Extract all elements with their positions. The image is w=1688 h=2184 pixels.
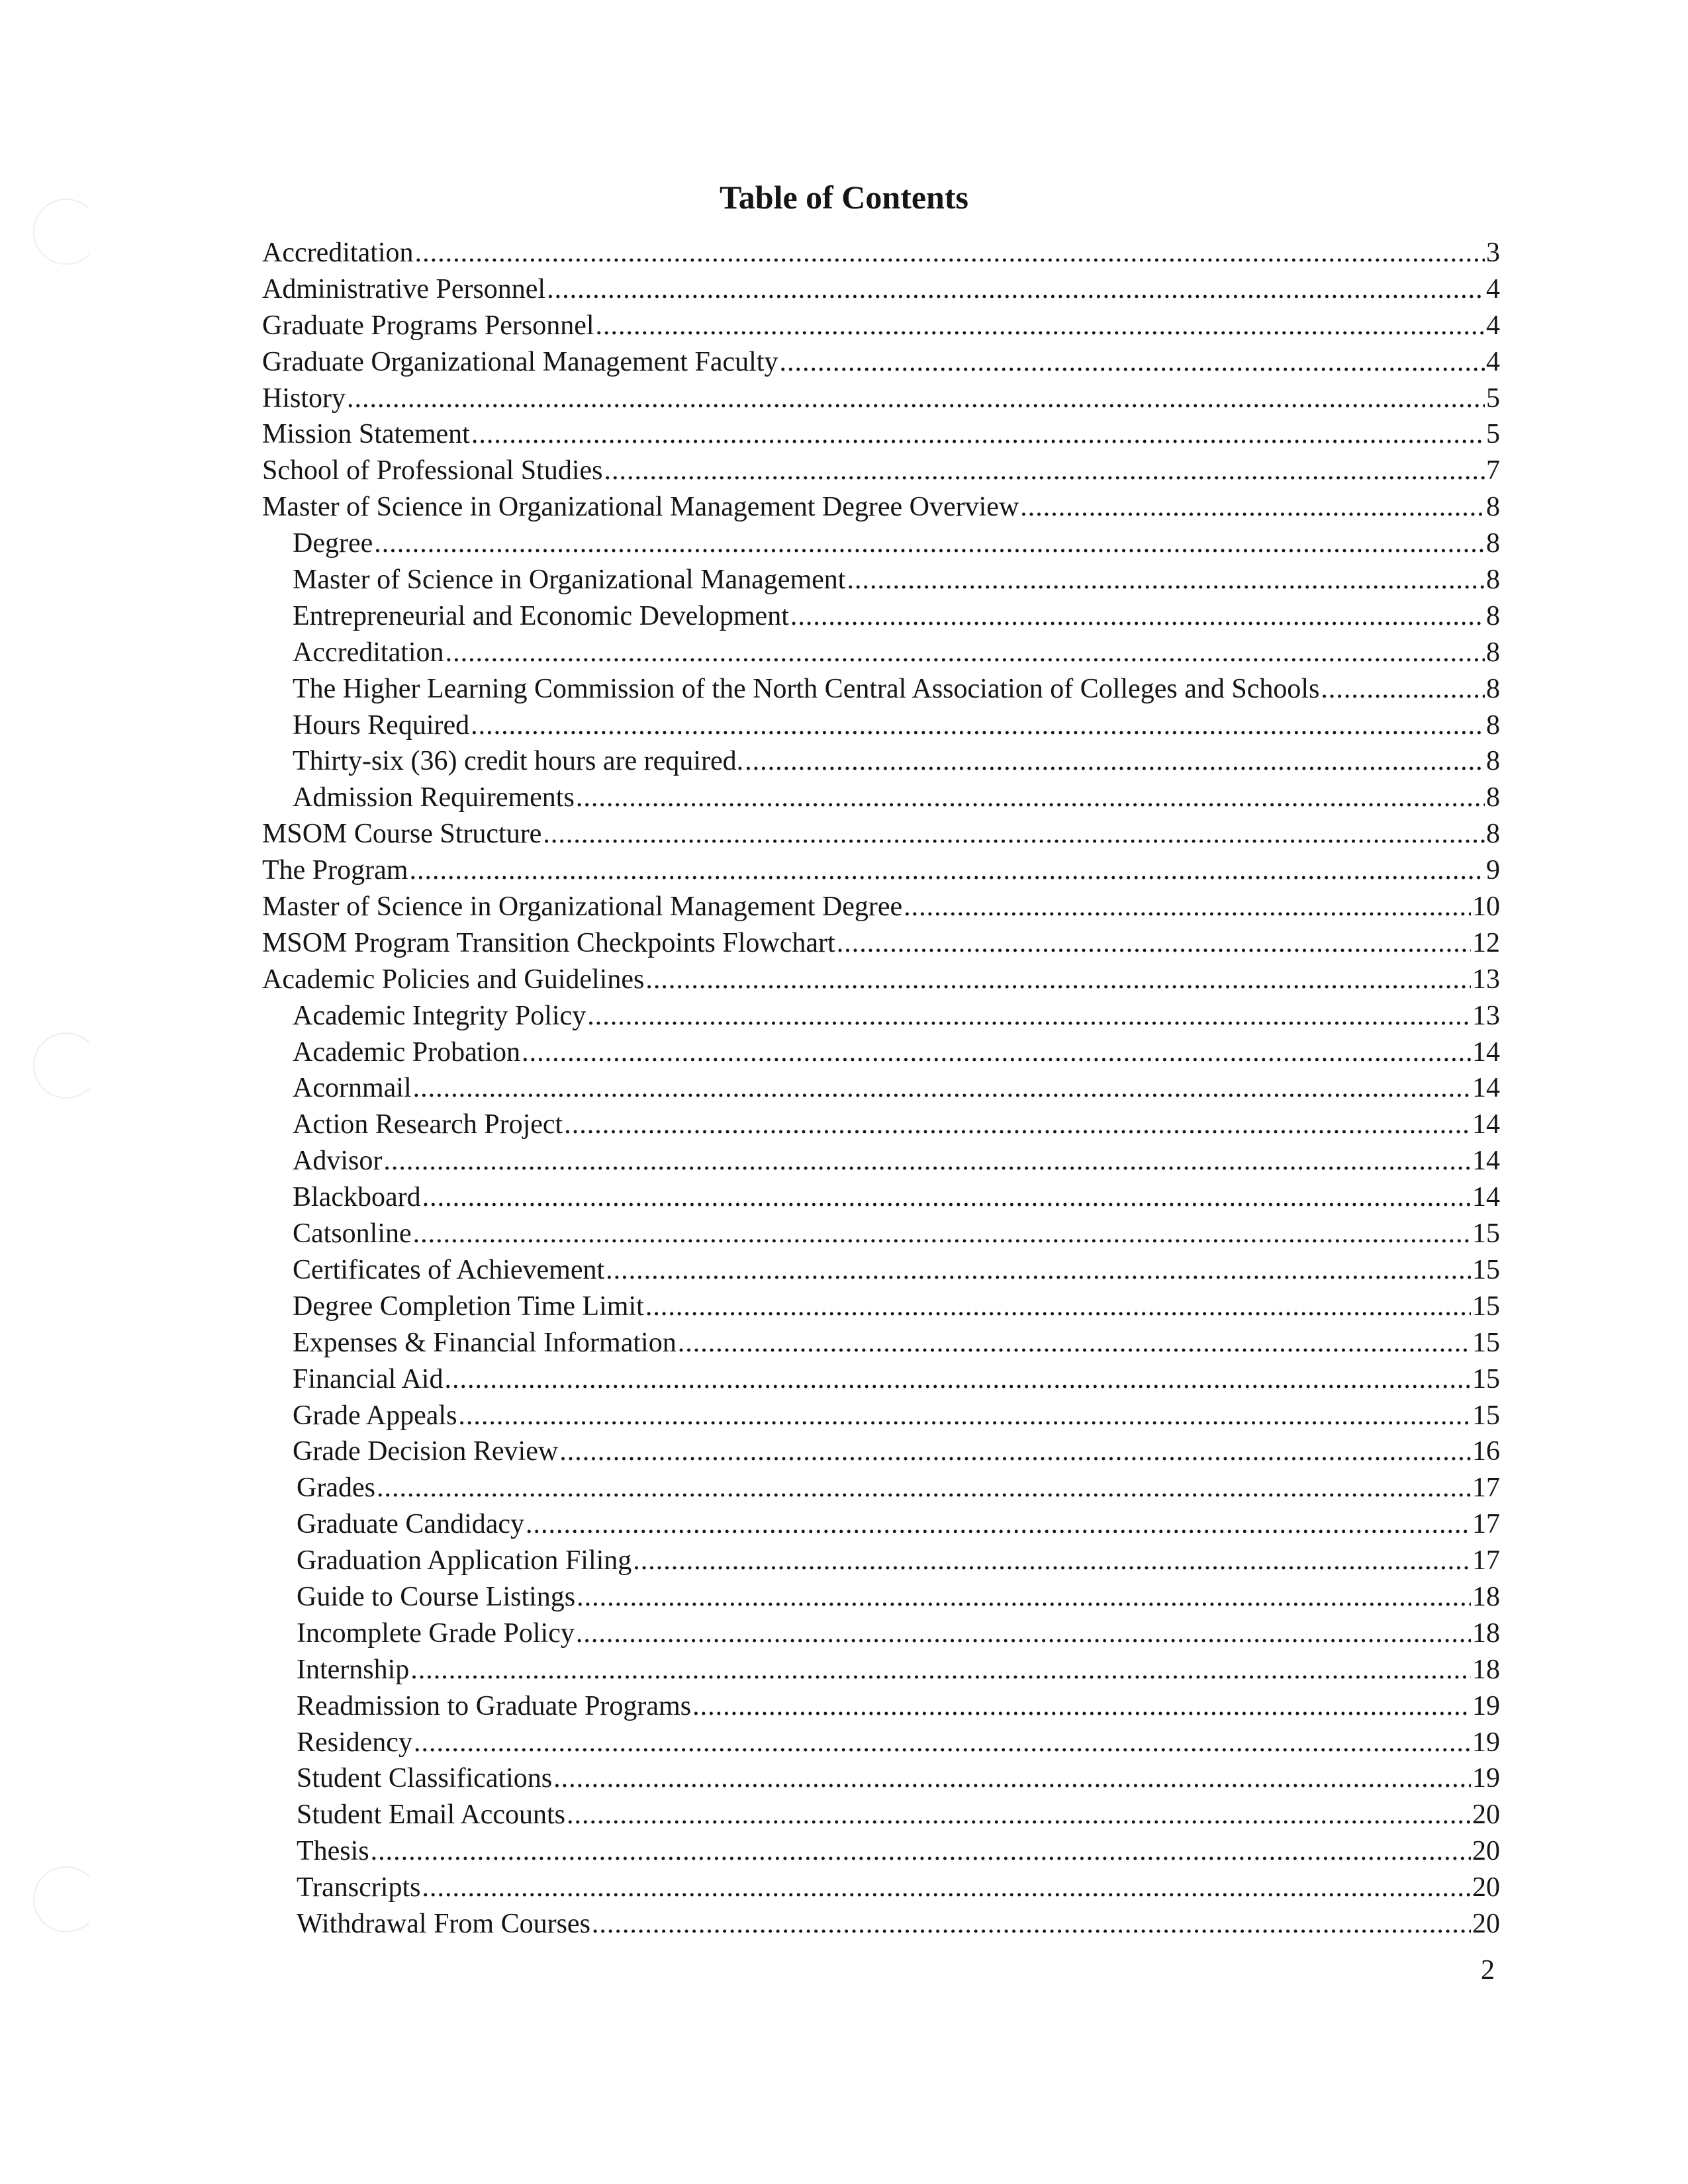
dot-leader [413,1070,1471,1106]
toc-entry-label: Student Classifications [297,1763,553,1794]
toc-entry-label: Incomplete Grade Policy [297,1617,575,1649]
toc-entry [262,1760,1500,1797]
dot-leader [745,743,1485,779]
toc-entry-page: 15 [1472,1291,1500,1322]
toc-entry [262,743,1500,780]
toc-entry-label: History [262,383,346,414]
toc-entry-label: Internship [297,1654,410,1685]
toc-entry [262,1579,1500,1615]
toc-entry-label: Residency [297,1727,412,1758]
toc-entry [262,453,1500,489]
toc-entry-page: 20 [1472,1836,1500,1867]
dot-leader [422,1870,1471,1905]
dot-leader [374,525,1485,561]
toc-entry-page: 17 [1472,1545,1500,1576]
toc-entry-label: Degree Completion Time Limit [293,1291,644,1322]
dot-leader [904,889,1471,925]
toc-entry [262,562,1500,598]
toc-entry-page: 4 [1486,273,1500,304]
toc-entry-page: 18 [1472,1617,1500,1649]
page-number: 2 [1481,1955,1495,1985]
toc-entry-label: Graduate Candidacy [297,1509,525,1540]
toc-entry [262,381,1500,417]
toc-entry-page: 8 [1486,782,1500,813]
table-of-contents [262,235,1500,1942]
dot-leader [564,1107,1471,1142]
toc-entry [262,1543,1500,1579]
toc-entry-page: 8 [1486,673,1500,704]
dot-leader [645,962,1471,997]
toc-entry [262,308,1500,344]
toc-entry-label: Expenses & Financial Information [293,1327,677,1358]
toc-entry-label: Readmission to Graduate Programs [297,1690,692,1721]
toc-entry-page: 14 [1472,1036,1500,1068]
toc-entry-page: 15 [1472,1400,1500,1431]
dot-leader [645,1289,1471,1324]
toc-entry [262,1688,1500,1725]
toc-entry-page: 19 [1472,1727,1500,1758]
dot-leader [790,598,1485,634]
toc-entry-label: Mission Statement [262,419,470,450]
dot-leader [604,453,1485,488]
toc-entry-page: 20 [1472,1908,1500,1939]
dot-leader [847,562,1485,598]
toc-entry-page: 3 [1486,238,1500,268]
toc-entry-label: Master of Science in Organizational Management Degree [262,891,903,923]
toc-entry [262,1179,1500,1216]
toc-entry-label: Guide to Course Listings [297,1581,576,1612]
dot-leader [415,235,1485,271]
toc-entry-page: 12 [1472,927,1500,958]
toc-entry [262,925,1500,962]
toc-entry [262,271,1500,308]
dot-leader [458,1398,1471,1433]
toc-entry-page: 15 [1472,1327,1500,1358]
toc-entry-label: MSOM Program Transition Checkpoints Flowchart [262,927,835,958]
dot-leader [526,1506,1471,1542]
binder-hole-mark [33,1866,99,1933]
toc-entry [262,852,1500,889]
dot-leader [383,1143,1471,1179]
toc-entry-label: Master of Science in Organizational Management Degree Overview [262,492,1019,523]
toc-entry [262,525,1500,562]
dot-leader [633,1543,1471,1578]
toc-entry [262,1470,1500,1506]
toc-entry-page: 8 [1486,600,1500,631]
toc-entry-page: 15 [1472,1254,1500,1285]
toc-entry-label: Grades [297,1473,375,1504]
toc-entry [262,1433,1500,1470]
toc-entry-label: Grade Appeals [293,1400,457,1431]
toc-entry [262,1216,1500,1252]
toc-entry [262,816,1500,852]
toc-entry-label: Academic Policies and Guidelines [262,964,645,995]
toc-entry-page: 19 [1472,1690,1500,1721]
toc-entry [262,1906,1500,1942]
binder-hole-mark [33,1032,99,1099]
dot-leader [553,1760,1471,1796]
toc-entry [262,962,1500,998]
toc-entry [262,1833,1500,1870]
toc-entry [262,1325,1500,1361]
toc-entry-label: Withdrawal From Courses [297,1908,590,1939]
toc-entry-page: 14 [1472,1146,1500,1177]
dot-leader [422,1179,1471,1215]
toc-entry [262,707,1500,744]
toc-entry-label: Master of Science in Organizational Management [293,565,846,596]
toc-entry-label: Academic Integrity Policy [293,1000,586,1031]
toc-entry-label: Financial Aid [293,1363,444,1394]
dot-leader [559,1433,1471,1469]
toc-entry [262,1107,1500,1143]
toc-entry-label: Degree [293,528,373,559]
toc-entry-page: 14 [1472,1073,1500,1104]
dot-leader [592,1906,1471,1942]
dot-leader [377,1470,1471,1506]
toc-entry [262,235,1500,271]
toc-entry-label: Hours Required [293,709,470,741]
dot-leader [371,1833,1471,1869]
toc-entry [262,1143,1500,1179]
toc-entry [262,1289,1500,1325]
dot-leader [471,707,1485,743]
toc-entry [262,998,1500,1034]
toc-entry [262,598,1500,635]
dot-leader [1020,489,1485,525]
toc-entry [262,1797,1500,1833]
toc-entry-page: 13 [1472,964,1500,995]
toc-entry-label: MSOM Course Structure [262,819,542,850]
dot-leader [1321,671,1485,707]
dot-leader [587,998,1471,1034]
toc-entry-label: Admission Requirements [293,782,575,813]
toc-entry-page: 10 [1472,891,1500,923]
dot-leader [576,1615,1471,1651]
dot-leader [414,1725,1471,1760]
toc-entry [262,780,1500,816]
toc-entry-page: 8 [1486,565,1500,596]
toc-entry [262,1615,1500,1652]
dot-leader [547,271,1485,307]
toc-entry-label: Graduation Application Filing [297,1545,632,1576]
toc-entry-page: 4 [1486,346,1500,377]
dot-leader [471,416,1485,452]
toc-entry-page: 16 [1472,1436,1500,1467]
toc-entry-label: Action Research Project [293,1109,563,1140]
toc-entry-label: Catsonline [293,1218,412,1250]
dot-leader [409,852,1485,888]
toc-entry-page: 18 [1472,1581,1500,1612]
dot-leader [410,1652,1471,1688]
dot-leader [606,1252,1471,1288]
toc-entry [262,1870,1500,1906]
toc-entry-label: Accreditation [262,238,414,268]
toc-entry-page: 8 [1486,637,1500,668]
toc-entry [262,635,1500,671]
dot-leader [567,1797,1471,1833]
toc-entry-label: Transcripts [297,1872,421,1903]
toc-entry [262,1725,1500,1761]
dot-leader [413,1216,1471,1251]
toc-entry-page: 8 [1486,492,1500,523]
toc-entry [262,1252,1500,1289]
toc-entry-page: 15 [1472,1218,1500,1250]
toc-entry [262,1506,1500,1543]
toc-entry [262,489,1500,525]
dot-leader [577,1579,1471,1615]
toc-entry-page: 20 [1472,1872,1500,1903]
toc-entry-label: Graduate Programs Personnel [262,310,594,341]
toc-entry-page: 8 [1486,746,1500,777]
toc-entry-page: 17 [1472,1509,1500,1540]
dot-leader [576,780,1485,815]
toc-entry-label: School of Professional Studies [262,455,603,486]
dot-leader [347,381,1485,416]
toc-entry-page: 19 [1472,1763,1500,1794]
toc-entry-label: Accreditation [293,637,444,668]
toc-entry-page: 4 [1486,310,1500,341]
toc-entry [262,889,1500,925]
toc-entry-page: 8 [1486,709,1500,741]
toc-entry-label: Entrepreneurial and Economic Development [293,600,789,631]
toc-entry [262,1652,1500,1688]
toc-entry-page: 9 [1486,855,1500,886]
toc-entry-page: 15 [1472,1363,1500,1394]
dot-leader [444,1361,1471,1397]
toc-entry-label: Thirty-six (36) credit hours are required. [293,746,744,777]
toc-entry-label: Academic Probation [293,1036,521,1068]
toc-entry [262,1034,1500,1071]
toc-entry [262,671,1500,707]
dot-leader [678,1325,1471,1361]
toc-entry-page: 14 [1472,1109,1500,1140]
toc-entry-label: Student Email Accounts [297,1799,565,1831]
dot-leader [596,308,1485,343]
toc-entry-page: 18 [1472,1654,1500,1685]
toc-entry-page: 8 [1486,528,1500,559]
dot-leader [522,1034,1471,1070]
toc-entry-page: 5 [1486,383,1500,414]
toc-entry [262,1398,1500,1434]
toc-entry-page: 14 [1472,1182,1500,1213]
toc-entry [262,1070,1500,1107]
toc-entry-label: The Higher Learning Commission of the North Central Association of Colleges and Schools [293,673,1320,704]
dot-leader [543,816,1485,852]
toc-entry-label: Advisor [293,1146,383,1177]
toc-entry-label: Blackboard [293,1182,421,1213]
toc-entry-label: Thesis [297,1836,369,1867]
toc-entry-label: Grade Decision Review [293,1436,559,1467]
page-title: Table of Contents [720,179,968,216]
toc-entry-label: Graduate Organizational Management Faculty [262,346,778,377]
toc-entry-page: 13 [1472,1000,1500,1031]
toc-entry-page: 7 [1486,455,1500,486]
toc-entry-page: 8 [1486,819,1500,850]
dot-leader [837,925,1471,961]
dot-leader [445,635,1485,670]
toc-entry [262,416,1500,453]
toc-entry-page: 20 [1472,1799,1500,1831]
toc-entry [262,344,1500,381]
dot-leader [692,1688,1471,1724]
toc-entry-label: Certificates of Achievement [293,1254,605,1285]
toc-entry-label: Acornmail [293,1073,412,1104]
toc-entry-page: 17 [1472,1473,1500,1504]
toc-entry-page: 5 [1486,419,1500,450]
toc-entry-label: The Program [262,855,408,886]
toc-entry [262,1361,1500,1398]
toc-entry-label: Administrative Personnel [262,273,546,304]
dot-leader [779,344,1485,380]
